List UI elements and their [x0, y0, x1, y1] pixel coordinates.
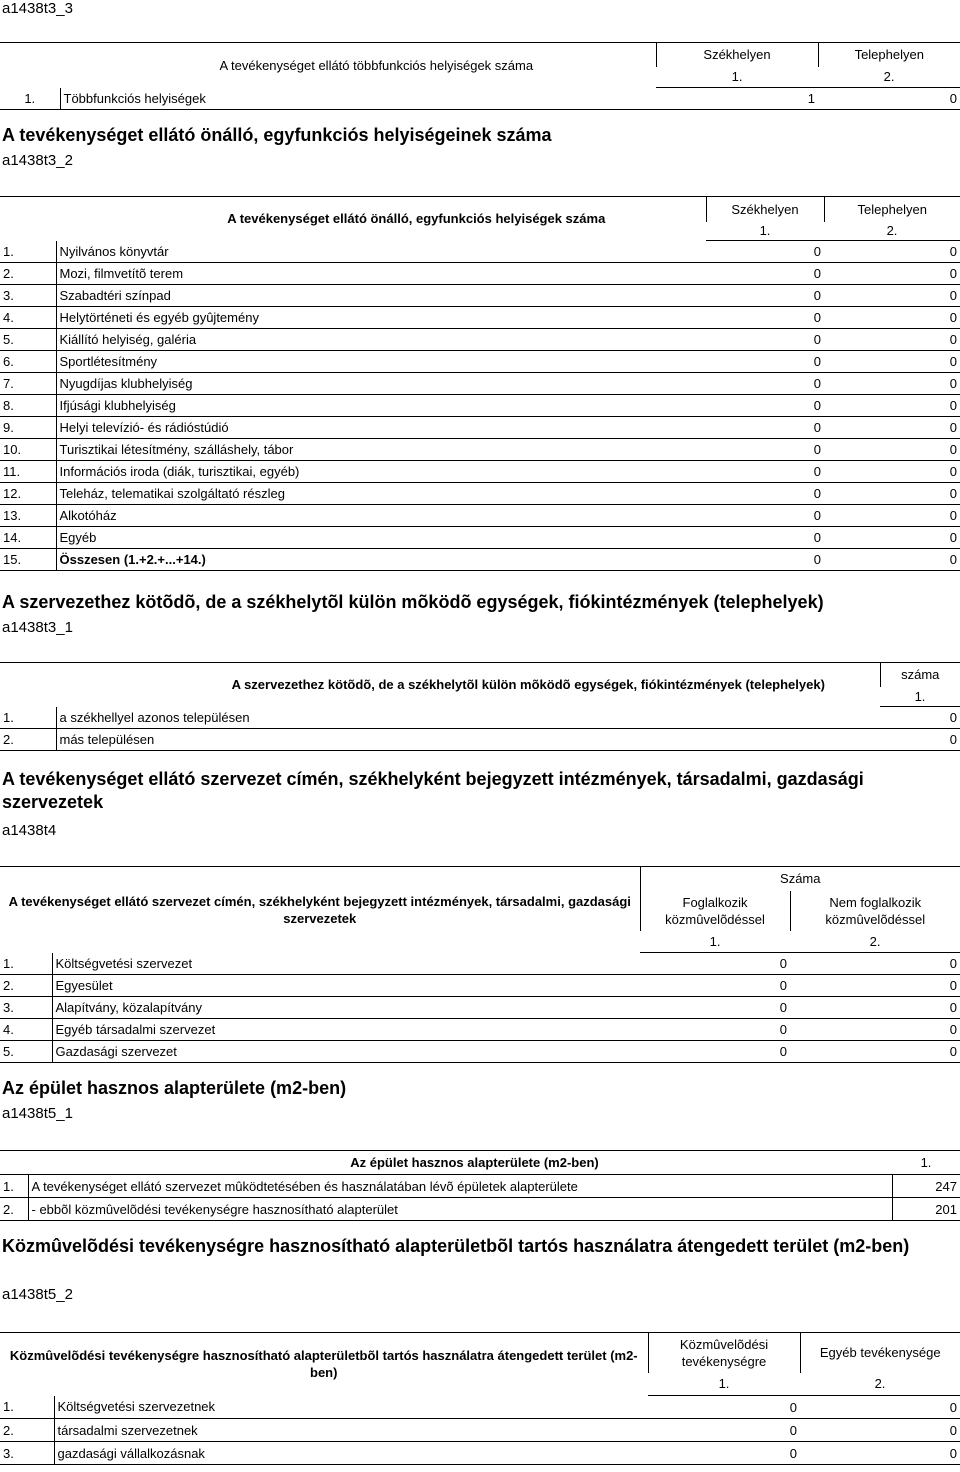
table-row: [0, 88, 960, 110]
column-number: 1.: [880, 687, 960, 707]
row-value: 0: [790, 953, 960, 975]
table-row: [0, 373, 960, 395]
row-number: 5.: [0, 1041, 52, 1063]
row-number: 2.: [0, 263, 56, 285]
table-row: [0, 329, 960, 351]
row-value: 0: [880, 729, 960, 751]
table-row: [0, 505, 960, 527]
row-label: Alkotóház: [56, 505, 706, 527]
row-label: Egyéb: [56, 527, 706, 549]
table-branch-units: [0, 662, 960, 751]
row-label: Egyesület: [52, 975, 640, 997]
section-heading-branch-units: A szervezethez kötõdõ, de a székhelytõl külön mõködõ egységek, fiókintézmények (telephelyek): [2, 592, 824, 612]
table-code-t3-1: a1438t3_1: [2, 619, 73, 636]
row-label: Költségvetési szervezetnek: [54, 1396, 648, 1419]
row-number: 7.: [0, 373, 56, 395]
table-row: [0, 439, 960, 461]
row-value: 0: [790, 997, 960, 1019]
row-label: Gazdasági szervezet: [52, 1041, 640, 1063]
table-code-t5-1: a1438t5_1: [2, 1105, 73, 1122]
row-number: 2.: [0, 1198, 28, 1221]
row-value: 0: [706, 241, 824, 263]
table-row: [0, 1019, 960, 1041]
row-value: 0: [790, 1041, 960, 1063]
row-value: 0: [640, 1041, 790, 1063]
row-value: 0: [824, 351, 960, 373]
table-row: [0, 1396, 960, 1419]
table-row: [0, 729, 960, 751]
table-multifunction-rooms: [0, 42, 960, 110]
row-number: 10.: [0, 439, 56, 461]
table-row: [0, 351, 960, 373]
row-value: 0: [648, 1396, 800, 1419]
row-value: 0: [648, 1442, 800, 1465]
row-value: 0: [706, 417, 824, 439]
row-label: Helyi televízió- és rádióstúdió: [56, 417, 706, 439]
row-value: 0: [824, 285, 960, 307]
row-value: 0: [706, 307, 824, 329]
column-group-header: Száma: [640, 867, 960, 891]
row-value: 0: [706, 505, 824, 527]
row-number: 3.: [0, 1442, 54, 1465]
column-number: 1.: [656, 67, 818, 88]
row-number: 8.: [0, 395, 56, 417]
row-value: 0: [800, 1442, 960, 1465]
row-value: 1: [656, 88, 818, 110]
row-label: Szabadtéri színpad: [56, 285, 706, 307]
table-row: [0, 707, 960, 729]
row-value: 0: [824, 417, 960, 439]
table-row: [0, 417, 960, 439]
table-row: [0, 1419, 960, 1442]
row-value: 0: [706, 527, 824, 549]
table-row: [0, 241, 960, 263]
table-header: A tevékenységet ellátó többfunkciós helyiségek száma: [0, 43, 656, 88]
row-value: 0: [800, 1396, 960, 1419]
table-row: [0, 285, 960, 307]
row-number: 2.: [0, 1419, 54, 1442]
row-value: 0: [824, 241, 960, 263]
row-number: 1.: [0, 953, 52, 975]
table-code-t3-3: a1438t3_3: [2, 0, 73, 17]
table-row: [0, 1041, 960, 1063]
table-code-t3-2: a1438t3_2: [2, 152, 73, 169]
row-label: A tevékenységet ellátó szervezet mûködtetésében és használatában lévõ épületek alapterülete: [28, 1175, 892, 1198]
row-number: 15.: [0, 549, 56, 571]
row-number: 12.: [0, 483, 56, 505]
row-label: Sportlétesítmény: [56, 351, 706, 373]
row-number: 1.: [0, 88, 60, 110]
table-row: [0, 549, 960, 571]
row-value: 0: [800, 1419, 960, 1442]
table-header: Az épület hasznos alapterülete (m2-ben): [0, 1151, 892, 1175]
row-value: 0: [824, 505, 960, 527]
row-value: 0: [824, 483, 960, 505]
row-label: Ifjúsági klubhelyiség: [56, 395, 706, 417]
table-row: [0, 975, 960, 997]
column-header-szekhelyen: Székhelyen: [706, 197, 824, 222]
row-number: 3.: [0, 997, 52, 1019]
column-number: 2.: [800, 1373, 960, 1396]
table-row: [0, 395, 960, 417]
row-label: Helytörténeti és egyéb gyûjtemény: [56, 307, 706, 329]
table-row: [0, 953, 960, 975]
column-number: 2.: [818, 67, 960, 88]
row-number: 11.: [0, 461, 56, 483]
column-header-telephelyen: Telephelyen: [824, 197, 960, 222]
row-number: 6.: [0, 351, 56, 373]
table-header: A tevékenységet ellátó szervezet címén, székhelyként bejegyzett intézmények, társadalmi, gazdasági szervezetek: [0, 867, 640, 953]
row-label: Többfunkciós helyiségek: [60, 88, 656, 110]
row-value: 0: [790, 1019, 960, 1041]
row-value: 0: [706, 285, 824, 307]
row-value: 0: [706, 395, 824, 417]
table-row: [0, 1175, 960, 1198]
table-header: A szervezethez kötõdõ, de a székhelytõl külön mõködõ egységek, fiókintézmények (telephelyek): [0, 663, 880, 707]
column-header-foglalkozik: Foglalkozik közmûvelõdéssel: [640, 891, 790, 931]
row-value: 0: [706, 351, 824, 373]
row-label: más településen: [56, 729, 880, 751]
row-value: 0: [706, 373, 824, 395]
column-header-szekhelyen: Székhelyen: [656, 43, 818, 67]
row-number: 1.: [0, 707, 56, 729]
row-value: 0: [824, 373, 960, 395]
row-label: Összesen (1.+2.+...+14.): [56, 549, 706, 571]
row-label: Információs iroda (diák, turisztikai, egyéb): [56, 461, 706, 483]
row-number: 4.: [0, 307, 56, 329]
table-registered-organizations: [0, 866, 960, 1063]
table-row: [0, 1442, 960, 1465]
row-label: - ebbõl közmûvelõdési tevékenységre hasznosítható alapterület: [28, 1198, 892, 1221]
column-header-kozmuvelodesi: Közmûvelõdési tevékenységre: [648, 1333, 800, 1373]
row-value: 0: [640, 1019, 790, 1041]
table-row: [0, 263, 960, 285]
column-header-nem-foglalkozik: Nem foglalkozik közmûvelõdéssel: [790, 891, 960, 931]
table-floor-area: [0, 1150, 960, 1221]
table-header: Közmûvelõdési tevékenységre hasznosítható alapterületbõl tartós használatra átengedett terület (m2-ben): [0, 1333, 648, 1396]
row-value: 0: [824, 329, 960, 351]
table-row: [0, 1198, 960, 1221]
row-number: 1.: [0, 1175, 28, 1198]
column-header-egyeb: Egyéb tevékenysége: [800, 1333, 960, 1373]
table-single-function-rooms: [0, 196, 960, 571]
table-row: [0, 997, 960, 1019]
column-header-szama: száma: [880, 663, 960, 687]
row-value: 0: [790, 975, 960, 997]
row-label: Költségvetési szervezet: [52, 953, 640, 975]
row-label: Nyugdíjas klubhelyiség: [56, 373, 706, 395]
row-value: 0: [824, 461, 960, 483]
section-heading-transferred-area: Közmûvelõdési tevékenységre hasznosítható alapterületbõl tartós használatra átengedett terület (m2-ben): [2, 1236, 910, 1256]
row-label: Teleház, telematikai szolgáltató részleg: [56, 483, 706, 505]
row-number: 3.: [0, 285, 56, 307]
table-row: [0, 483, 960, 505]
section-heading-registered-organizations: A tevékenységet ellátó szervezet címén, székhelyként bejegyzett intézmények, társadalmi, gazdasági szervezetek: [2, 769, 864, 812]
row-value: 0: [706, 329, 824, 351]
row-number: 13.: [0, 505, 56, 527]
row-value: 0: [706, 263, 824, 285]
row-label: Mozi, filmvetítõ terem: [56, 263, 706, 285]
column-number: 1.: [648, 1373, 800, 1396]
column-number: 1.: [706, 222, 824, 241]
column-number: 2.: [824, 222, 960, 241]
row-label: gazdasági vállalkozásnak: [54, 1442, 648, 1465]
column-header-telephelyen: Telephelyen: [818, 43, 960, 67]
row-value: 0: [824, 527, 960, 549]
table-row: [0, 461, 960, 483]
row-value: 0: [824, 549, 960, 571]
row-value: 0: [824, 439, 960, 461]
table-header: A tevékenységet ellátó önálló, egyfunkciós helyiségek száma: [0, 197, 706, 241]
table-transferred-area: [0, 1332, 960, 1465]
row-value: 0: [706, 549, 824, 571]
row-value: 0: [706, 483, 824, 505]
row-number: 1.: [0, 1396, 54, 1419]
row-label: a székhellyel azonos településen: [56, 707, 880, 729]
row-value: 0: [824, 263, 960, 285]
table-row: [0, 527, 960, 549]
row-value: 0: [880, 707, 960, 729]
row-label: Turisztikai létesítmény, szálláshely, tábor: [56, 439, 706, 461]
row-value: 247: [892, 1175, 960, 1198]
row-value: 201: [892, 1198, 960, 1221]
row-value: 0: [818, 88, 960, 110]
row-value: 0: [706, 461, 824, 483]
column-number: 2.: [790, 931, 960, 953]
row-number: 4.: [0, 1019, 52, 1041]
section-heading-floor-area: Az épület hasznos alapterülete (m2-ben): [2, 1078, 347, 1098]
row-number: 1.: [0, 241, 56, 263]
section-heading-single-function-rooms: A tevékenységet ellátó önálló, egyfunkciós helyiségeinek száma: [2, 125, 552, 145]
row-value: 0: [648, 1419, 800, 1442]
row-value: 0: [824, 395, 960, 417]
row-label: Nyilvános könyvtár: [56, 241, 706, 263]
row-number: 2.: [0, 975, 52, 997]
row-number: 9.: [0, 417, 56, 439]
row-label: társadalmi szervezetnek: [54, 1419, 648, 1442]
row-value: 0: [640, 997, 790, 1019]
row-number: 14.: [0, 527, 56, 549]
row-number: 2.: [0, 729, 56, 751]
column-number: 1.: [892, 1151, 960, 1175]
row-value: 0: [640, 953, 790, 975]
table-code-t5-2: a1438t5_2: [2, 1286, 73, 1303]
row-value: 0: [706, 439, 824, 461]
row-label: Alapítvány, közalapítvány: [52, 997, 640, 1019]
table-code-t4: a1438t4: [2, 822, 57, 839]
row-label: Egyéb társadalmi szervezet: [52, 1019, 640, 1041]
row-number: 5.: [0, 329, 56, 351]
column-number: 1.: [640, 931, 790, 953]
row-value: 0: [640, 975, 790, 997]
row-label: Kiállító helyiség, galéria: [56, 329, 706, 351]
row-value: 0: [824, 307, 960, 329]
table-row: [0, 307, 960, 329]
